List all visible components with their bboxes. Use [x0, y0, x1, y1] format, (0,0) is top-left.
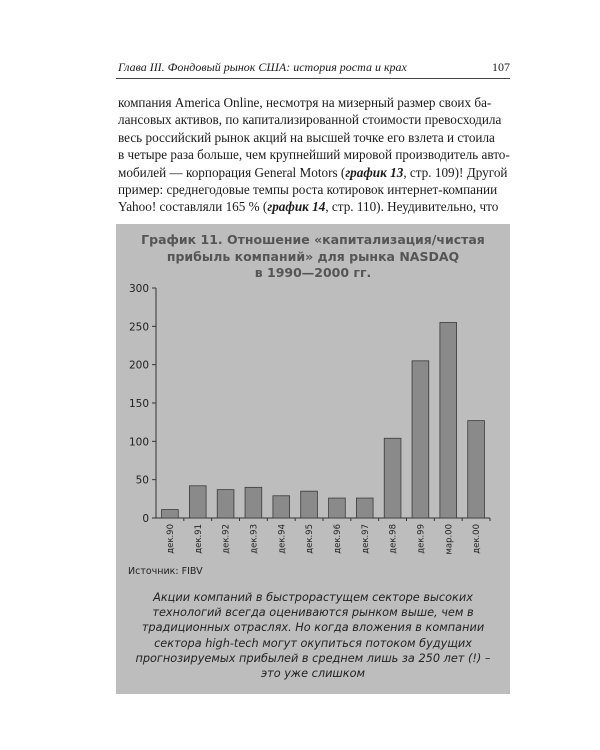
- caption-line-2: технологий всегда оцениваются рынком выше, чем в: [152, 606, 474, 620]
- body-line-2: лансовых активов, по капитализированной стоимости превосходила: [118, 112, 502, 128]
- chart-ref-14: график 14: [267, 199, 326, 215]
- y-tick-label: 300: [128, 283, 149, 295]
- chart-figure: [116, 224, 510, 694]
- x-tick-label: дек.90: [165, 524, 176, 554]
- bar: [162, 510, 179, 518]
- x-tick-label: дек.98: [388, 524, 399, 554]
- bar: [189, 486, 206, 518]
- bar: [356, 498, 373, 518]
- bar: [301, 491, 318, 518]
- chart-ref-13: график 13: [345, 164, 404, 180]
- bar: [245, 487, 262, 518]
- x-tick-label: дек.00: [472, 524, 483, 554]
- bar: [440, 323, 457, 519]
- body-line-5-pre: мобилей — корпорация General Motors (: [118, 164, 346, 180]
- y-tick-label: 200: [128, 359, 149, 372]
- running-head: [118, 60, 510, 75]
- caption-line-6: это уже слишком: [260, 667, 366, 681]
- body-line-4: в четыре раза больше, чем крупнейший мировой производитель авто-: [118, 147, 510, 163]
- caption-line-4: сектора high-tech могут окупиться потоком будущих: [154, 636, 472, 650]
- x-tick-label: дек.97: [360, 524, 371, 554]
- y-tick-label: 0: [142, 513, 149, 525]
- caption-line-5: прогнозируемых прибылей в среднем лишь за 250 лет (!) –: [135, 651, 491, 665]
- y-tick-label: 100: [128, 436, 149, 449]
- bar-chart: [116, 224, 510, 564]
- bar: [384, 438, 401, 518]
- bar: [329, 498, 346, 518]
- x-tick-label: дек.96: [332, 524, 343, 554]
- chart-source: Источник: FIBV: [128, 566, 203, 577]
- bar: [217, 490, 234, 518]
- chart-title-line-1: График 11. Отношение «капитализация/чистая: [141, 232, 485, 247]
- bar: [468, 421, 485, 518]
- caption-line-3: традиционных отраслях. Но когда вложения в компании: [141, 621, 485, 635]
- chart-title-line-3: в 1990—2000 гг.: [254, 265, 372, 280]
- page-number: 107: [492, 60, 510, 74]
- x-tick-label: дек.94: [277, 524, 288, 554]
- body-line-3: весь российский рынок акций на высшей точке его взлета и стоила: [118, 129, 495, 145]
- x-tick-label: дек.99: [416, 524, 427, 554]
- header-rule: [116, 78, 510, 79]
- body-line-5: [118, 164, 510, 181]
- chart-title-line-2: прибыль компаний» для рынка NASDAQ: [166, 248, 460, 264]
- x-tick-label: дек.95: [305, 524, 316, 554]
- body-line-7-post: , стр. 110). Неудивительно, что: [325, 199, 499, 215]
- caption-line-1: Акции компаний в быстрорастущем секторе высоких: [153, 591, 473, 604]
- bar: [412, 361, 429, 518]
- body-line-1: компания America Online, несмотря на мизерный размер своих ба-: [118, 95, 492, 110]
- chapter-title: Глава III. Фондовый рынок США: история роста и крах: [118, 60, 407, 74]
- y-tick-label: 150: [128, 398, 149, 410]
- body-paragraph: [118, 94, 510, 216]
- x-tick-label: мар.00: [444, 524, 455, 555]
- x-tick-label: дек.91: [193, 524, 204, 554]
- x-tick-label: дек.92: [221, 524, 232, 554]
- y-tick-label: 250: [128, 321, 149, 334]
- chart-caption: [130, 590, 496, 681]
- x-tick-label: дек.93: [249, 524, 260, 554]
- y-tick-label: 50: [135, 474, 149, 487]
- bar: [273, 496, 290, 518]
- body-line-7: [118, 198, 510, 215]
- body-line-7-pre: Yahoo! составляли 165 % (: [118, 199, 268, 215]
- body-line-5-post: , стр. 109)! Другой: [403, 164, 508, 180]
- body-line-6: пример: среднегодовые темпы роста котировок интернет-компании: [118, 182, 498, 198]
